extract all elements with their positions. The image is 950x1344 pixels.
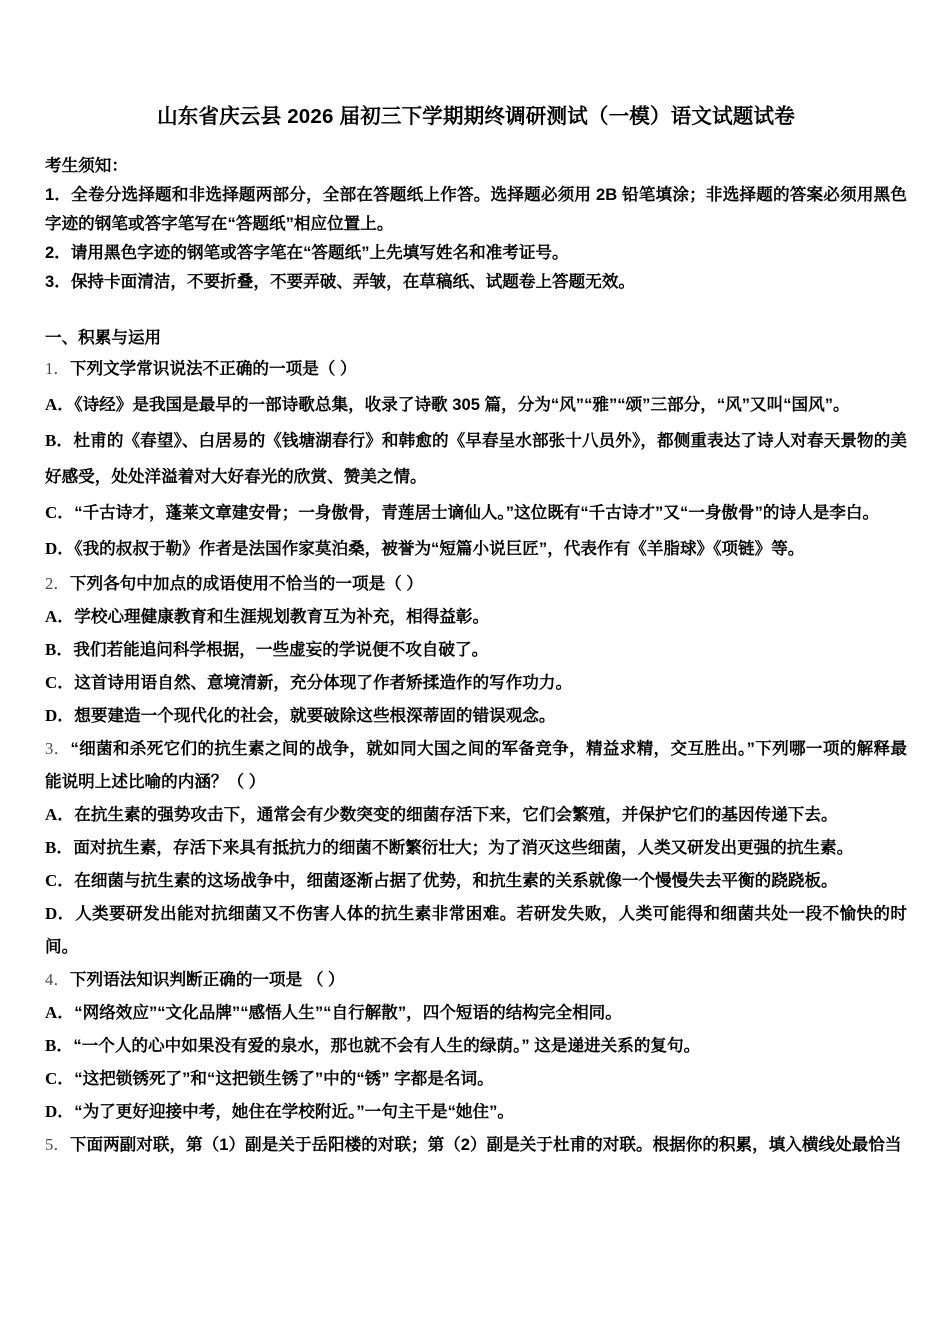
option-text-b: 面对抗生素，存活下来具有抵抗力的细菌不断繁衍壮大；为了消灭这些细菌，人类又研发出更强的抗生素。 (73, 837, 854, 857)
option-text-d: 《我的叔叔于勒》作者是法国作家莫泊桑，被誉为“短篇小说巨匠”，代表作有《羊脂球》《项链》等。 (74, 538, 805, 558)
section-heading-accumulation-and-application: 一、积累与运用 (45, 327, 162, 347)
question-1-stem (45, 351, 907, 387)
option-label-c: C． (45, 870, 75, 890)
notice-heading: 考生须知： (45, 155, 128, 175)
option-text-a: 学校心理健康教育和生涯规划教育互为补充，相得益彰。 (74, 606, 490, 626)
question-4-option-b[interactable] (45, 1029, 907, 1062)
question-1-text: 下列文学常识说法不正确的一项是（ ） (69, 358, 357, 378)
page-title: 山东省庆云县 2026 届初三下学期期终调研测试（一模）语文试题试卷 (157, 105, 795, 128)
candidate-notice-block (45, 151, 907, 296)
question-2-number: 2． (45, 573, 70, 593)
option-label-d: D． (45, 903, 76, 923)
option-text-c: “千古诗才，蓬莱文章建安骨；一身傲骨，青莲居士谪仙人。”这位既有“千古诗才”又“一身傲骨”的诗人是李白。 (74, 502, 880, 522)
question-1-option-c[interactable] (45, 495, 907, 531)
option-label-b: B． (45, 1035, 74, 1055)
notice-item-3: 3．保持卡面清洁，不要折叠，不要弄破、弄皱，在草稿纸、试题卷上答题无效。 (45, 271, 636, 291)
page-content (45, 0, 907, 1161)
option-text-d: “为了更好迎接中考，她住在学校附近。”一句主干是“她住”。 (74, 1101, 515, 1121)
option-text-a: “网络效应”“文化品牌”“感悟人生”“自行解散”，四个短语的结构完全相同。 (74, 1002, 622, 1022)
option-label-c: C． (45, 672, 75, 692)
option-text-b: 我们若能追问科学根据，一些虚妄的学说便不攻自破了。 (73, 639, 489, 659)
option-label-c: C． (45, 502, 75, 522)
question-4-option-d[interactable] (45, 1095, 907, 1128)
question-4-option-a[interactable] (45, 996, 907, 1029)
notice-item-1: 1．全卷分选择题和非选择题两部分，全部在答题纸上作答。选择题必须用 2B 铅笔填涂；非选择题的答案必须用黑色字迹的钢笔或答字笔写在“答题纸”相应位置上。 (45, 184, 907, 233)
question-1-option-b[interactable] (45, 423, 907, 495)
option-label-a: A． (45, 804, 75, 824)
question-3-option-c[interactable] (45, 864, 907, 897)
question-2-option-c[interactable] (45, 666, 907, 699)
question-3-option-b[interactable] (45, 831, 907, 864)
question-4-text: 下列语法知识判断正确的一项是 （ ） (69, 969, 345, 989)
question-5-text: 下面两副对联，第（1）副是关于岳阳楼的对联；第（2）副是关于杜甫的对联。根据你的积累，填入横线处最恰当 (69, 1134, 902, 1154)
question-3-text: “细菌和杀死它们的抗生素之间的战争，就如同大国之间的军备竞争，精益求精，交互胜出。”下列哪一项的解释最能说明上述比喻的内涵？（ ） (45, 738, 907, 791)
option-label-a: A． (45, 394, 75, 414)
question-2-option-a[interactable] (45, 600, 907, 633)
question-5-number: 5． (45, 1134, 70, 1154)
question-4-option-c[interactable] (45, 1062, 907, 1095)
question-3-stem (45, 732, 907, 798)
option-text-a: 在抗生素的强势攻击下，通常会有少数突变的细菌存活下来，它们会繁殖，并保护它们的基因传递下去。 (74, 804, 838, 824)
question-1-option-d[interactable] (45, 531, 907, 567)
option-text-a: 《诗经》是我国是最早的一部诗歌总集，收录了诗歌 305 篇，分为“风”“雅”“颂”三部分，“风”又叫“国风”。 (74, 394, 850, 414)
question-1-option-a[interactable] (45, 387, 907, 423)
question-3-option-a[interactable] (45, 798, 907, 831)
option-text-b: 杜甫的《春望》、白居易的《钱塘湖春行》和韩愈的《早春呈水部张十八员外》，都侧重表达了诗人对春天景物的美好感受，处处洋溢着对大好春光的欣赏、赞美之情。 (45, 430, 907, 486)
question-4-stem (45, 963, 907, 996)
question-2-option-b[interactable] (45, 633, 907, 666)
option-text-d: 想要建造一个现代化的社会，就要破除这些根深蒂固的错误观念。 (74, 705, 556, 725)
option-label-b: B． (45, 639, 74, 659)
question-3-number: 3． (45, 738, 71, 758)
option-label-b: B． (45, 837, 74, 857)
notice-item-2: 2．请用黑色字迹的钢笔或答字笔在“答题纸”上先填写姓名和准考证号。 (45, 242, 569, 262)
option-text-d: 人类要研发出能对抗细菌又不伤害人体的抗生素非常困难。若研发失败，人类可能得和细菌共处一段不愉快的时间。 (45, 903, 907, 956)
option-label-a: A． (45, 1002, 75, 1022)
option-label-a: A． (45, 606, 75, 626)
question-1-number: 1． (45, 358, 70, 378)
option-label-d: D． (45, 1101, 75, 1121)
question-3-option-d[interactable] (45, 897, 907, 963)
option-label-d: D． (45, 538, 75, 558)
option-label-c: C． (45, 1068, 75, 1088)
option-text-c: “这把锁锈死了”和“这把锁生锈了”中的“锈” 字都是名词。 (74, 1068, 494, 1088)
option-text-c: 这首诗用语自然、意境清新，充分体现了作者矫揉造作的写作功力。 (74, 672, 573, 692)
question-4-number: 4． (45, 969, 70, 989)
question-5-stem (45, 1128, 907, 1161)
option-label-b: B． (45, 430, 74, 450)
option-label-d: D． (45, 705, 75, 725)
option-text-b: “一个人的心中如果没有爱的泉水，那也就不会有人生的绿荫。” 这是递进关系的复句。 (73, 1035, 701, 1055)
question-2-text: 下列各句中加点的成语使用不恰当的一项是（ ） (69, 573, 423, 593)
option-text-c: 在细菌与抗生素的这场战争中，细菌逐渐占据了优势，和抗生素的关系就像一个慢慢失去平衡的跷跷板。 (74, 870, 838, 890)
question-2-stem (45, 567, 907, 600)
question-2-option-d[interactable] (45, 699, 907, 732)
